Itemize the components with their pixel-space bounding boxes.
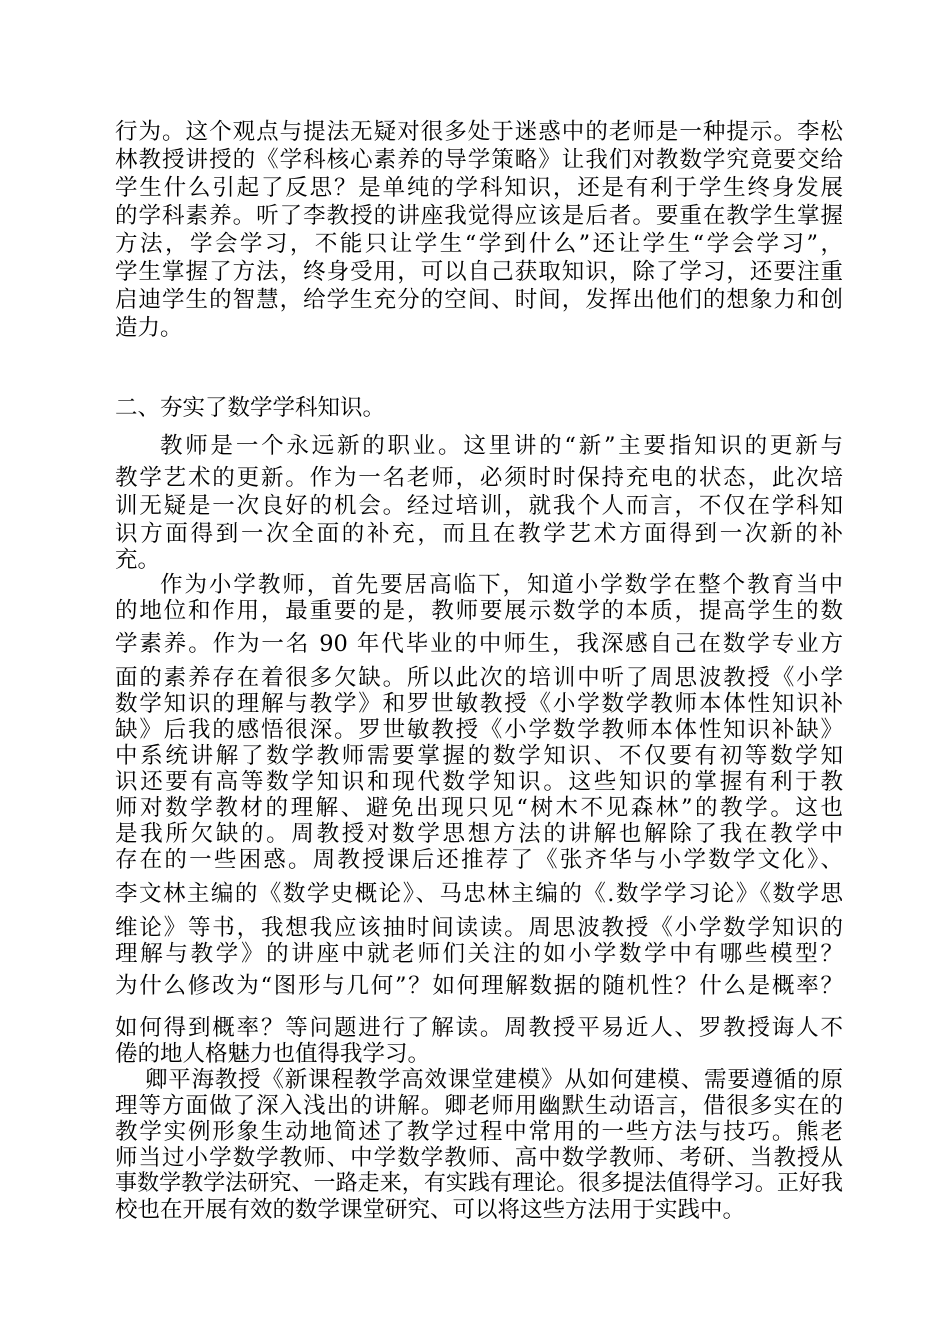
text-line: 师当过小学数学教师、中学数学教师、高中数学教师、考研、当教授从 <box>115 1145 843 1171</box>
text-line: 存在的一些困惑。周教授课后还推荐了《张齐华与小学数学文化》、 <box>115 847 843 873</box>
text-line: 的地位和作用，最重要的是，教师要展示数学的本质，提高学生的数 <box>115 598 843 624</box>
text-line: 作为小学教师，首先要居高临下，知道小学数学在整个教育当中 <box>160 572 843 598</box>
text-line: 教师是一个永远新的职业。这里讲的“新”主要指知识的更新与 <box>160 433 843 459</box>
text-line: 校也在开展有效的数学课堂研究、可以将这些方法用于实践中。 <box>115 1197 746 1223</box>
text-line: 理解与教学》的讲座中就老师们关注的如小学数学中有哪些模型？ <box>115 941 843 967</box>
text-line: 识还要有高等数学知识和现代数学知识。这些知识的掌握有利于教 <box>115 769 843 795</box>
text-line: 方法，学会学习，不能只让学生“学到什么”还让学生“学会学习”， <box>115 231 843 257</box>
text-line: 识方面得到一次全面的补充，而且在教学艺术方面得到一次新的补 <box>115 521 843 547</box>
text-line: 学生什么引起了反思？是单纯的学科知识，还是有利于学生终身发展 <box>115 175 843 201</box>
text-line: 造力。 <box>115 315 183 341</box>
text-line: 缺》后我的感悟很深。罗世敏教授《小学数学教师本体性知识补缺》 <box>115 717 843 743</box>
text-line: 教学艺术的更新。作为一名老师，必须时时保持充电的状态，此次培 <box>115 465 843 491</box>
text-line: 倦的地人格魅力也值得我学习。 <box>115 1041 431 1067</box>
text-line: 数学知识的理解与教学》和罗世敏教授《小学数学教师本体性知识补 <box>115 691 843 717</box>
section-heading: 二、夯实了数学学科知识。 <box>115 395 386 421</box>
text-line: 中系统讲解了数学教师需要掌握的数学知识、不仅要有初等数学知 <box>115 743 843 769</box>
text-line: 教学实例形象生动地简述了教学过程中常用的一些方法与技巧。熊老 <box>115 1119 843 1145</box>
text-line: 行为。这个观点与提法无疑对很多处于迷惑中的老师是一种提示。李松 <box>115 119 843 145</box>
text-line: 事数学教学法研究、一路走来，有实践有理论。很多提法值得学习。正好我 <box>115 1171 843 1196</box>
text-line: 理等方面做了深入浅出的讲解。卿老师用幽默生动语言，借很多实在的 <box>115 1093 843 1119</box>
text-line: 卿平海教授《新课程教学高效课堂建模》从如何建模、需要遵循的原 <box>145 1067 843 1093</box>
text-line: 训无疑是一次良好的机会。经过培训，就我个人而言，不仅在学科知 <box>115 493 843 519</box>
text-line: 师对数学教材的理解、避免出现只见“树木不见森林”的教学。这也 <box>115 795 843 821</box>
text-line: 学素养。作为一名 90 年代毕业的中师生，我深感自己在数学专业方 <box>115 631 843 657</box>
text-line: 维论》等书，我想我应该抽时间读读。周思波教授《小学数学知识的 <box>115 915 843 941</box>
text-line: 的学科素养。听了李教授的讲座我觉得应该是后者。要重在教学生掌握 <box>115 203 843 229</box>
text-line: 是我所欠缺的。周教授对数学思想方法的讲解也解除了我在教学中 <box>115 821 843 847</box>
text-line: 学生掌握了方法，终身受用，可以自己获取知识，除了学习，还要注重 <box>115 259 843 285</box>
text-line: 充。 <box>115 547 161 573</box>
text-line: 为什么修改为“图形与几何”？如何理解数据的随机性？什么是概率？ <box>115 973 843 999</box>
text-line: 面的素养存在着很多欠缺。所以此次的培训中听了周思波教授《小学 <box>115 665 843 691</box>
text-line: 林教授讲授的《学科核心素养的导学策略》让我们对教数学究竟要交给 <box>115 147 843 173</box>
text-line: 启迪学生的智慧，给学生充分的空间、时间，发挥出他们的想象力和创 <box>115 287 843 313</box>
text-line: 李文林主编的《数学史概论》、马忠林主编的《.数学学习论》《数学思 <box>115 881 843 907</box>
text-line: 如何得到概率？等问题进行了解读。周教授平易近人、罗教授诲人不 <box>115 1015 843 1041</box>
